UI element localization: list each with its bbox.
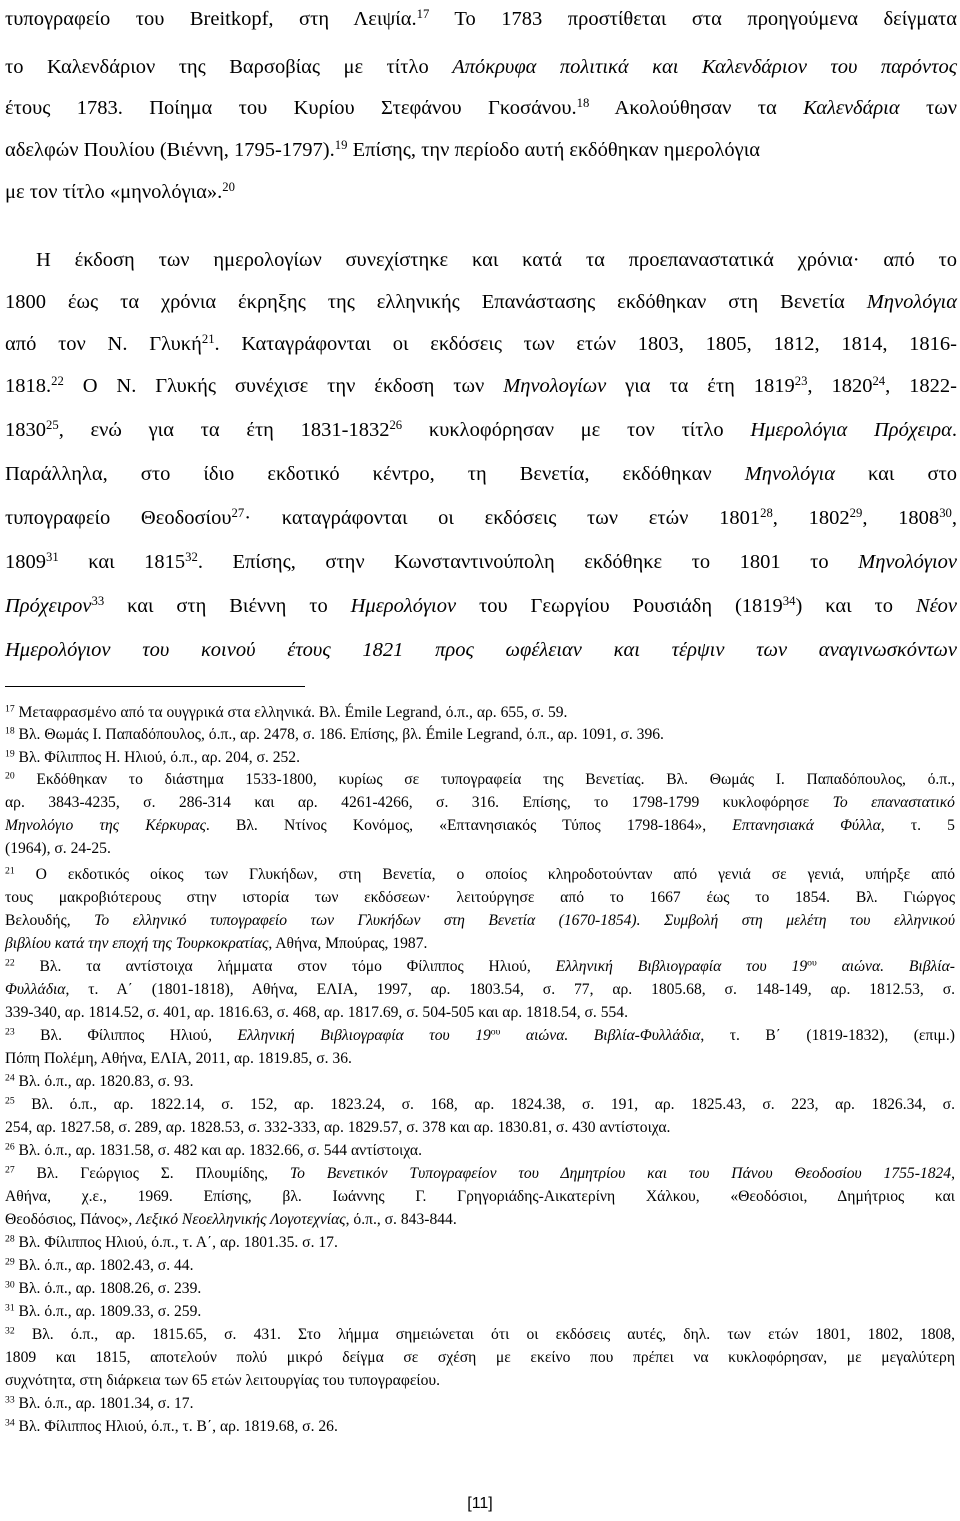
body-line: με τον τίτλο «μηνολόγια».$^{20}$ [5,180,235,203]
body-line: έτους 1783. Ποίημα του Κυρίου Στεφάνου Γκοσάνου.$^{18}$ Ακολούθησαν τα Καλενδάρια των [5,96,957,119]
body-line: Παράλληλα, στο ίδιο εκδοτικό κέντρο, τη Βενετία, εκδόθηκαν Μηνολόγια και στο [5,463,957,485]
footnote-32-cont: 1809 και 1815, αποτελούν πολύ μικρό δείγμα σε σχέση με εκείνο που πρέπει να κυκλοφόρησαν, με μεγαλύτερη [5,1349,955,1366]
footnote-ref: 27 [231,506,245,521]
body-line: 1800 έως τα χρόνια έκρηξης της ελληνικής Επανάστασης εκδόθηκαν στη Βενετία Μηνολόγια [5,291,957,313]
footnote-21: $^{21}$ Ο εκδοτικός οίκος των Γλυκήδων, στη Βενετία, ο οποίος κληροδοτούνταν από γενιά σε γενιά, υπήρξε από [5,865,955,883]
footnote-ref: 26 [389,418,403,433]
footnote-ref: 18 [576,96,590,111]
footnote-25-cont: 254, αρ. 1827.58, σ. 289, αρ. 1828.53, σ. 332-333, αρ. 1829.57, σ. 378 και αρ. 1830.81, σ. 430 αντίστοιχα. [5,1119,671,1136]
body-line: τυπογραφείο Θεοδοσίου$^{27}$· καταγράφονται οι εκδόσεις των ετών 1801$^{28}$, 1802$^{29}$, 1808$^{30}$, [5,506,958,529]
footnote-30: $^{30}$ Βλ. ό.π., αρ. 1808.26, σ. 239. [5,1279,202,1297]
footnote-17: $^{17}$ Μεταφρασμένο από τα ουγγρικά στα ελληνικά. Βλ. Émile Legrand, ό.π., αρ. 655, σ. 59. [5,703,568,721]
footnote-26: $^{26}$ Βλ. ό.π., αρ. 1831.58, σ. 482 και αρ. 1832.66, σ. 544 αντίστοιχα. [5,1141,422,1159]
footnote-32-cont: συχνότητα, στη διάρκεια των 65 ετών λειτουργίας του τυπογραφείου. [5,1372,440,1389]
footnote-23-cont: Πόπη Πολέμη, Αθήνα, ΕΛΙΑ, 2011, αρ. 1819.85, σ. 36. [5,1050,352,1067]
footnote-33: $^{33}$ Βλ. ό.π., αρ. 1801.34, σ. 17. [5,1394,194,1412]
body-line: 1818.22 Ο Ν. Γλυκής συνέχισε την έκδοση των Μηνολογίων για τα έτη 1819$^{23}$, 1820$^{24}$, 1822- [5,374,958,397]
footnote-29: $^{29}$ Βλ. ό.π., αρ. 1802.43, σ. 44. [5,1256,194,1274]
footnote-ref: 19 [334,138,348,153]
footnote-ref: 30 [939,506,952,521]
footnote-27: $^{27}$ Βλ. Γεώργιος Σ. Πλουμίδης, Το Βενετικόν Τυπογραφείον του Δημητρίου και του Πάνου Θεοδοσίου 1755-1824, [5,1164,956,1182]
footnote-23: $^{23}$ Βλ. Φίλιππος Ηλιού, Ελληνική Βιβλιογραφία του $19^{o\upsilon}$ αιώνα. Βιβλία-Φυλλάδια, τ. Β΄ (1819-1832), (επιμ.) [5,1026,955,1044]
footnote-ref: 25 [46,418,59,433]
footnote-24: $^{24}$ Βλ. ό.π., αρ. 1820.83, σ. 93. [5,1072,194,1090]
footnote-32: $^{32}$ Βλ. ό.π., αρ. 1815.65, σ. 431. Στο λήμμα σημειώνεται ότι οι εκδόσεις αυτές, δηλ. των ετών 1801, 1802, 1808, [5,1325,955,1343]
footnote-20-cont: Μηνολόγιο της Κέρκυρας. Βλ. Ντίνος Κονόμος, «Επτανησιακός Τύπος 1798-1864», Επτανησιακά Φύλλα, τ. 5 [5,817,955,834]
footnote-ref: 20 [222,180,235,195]
footnote-19: $^{19}$ Βλ. Φίλιππος Η. Ηλιού, ό.π., αρ. 204, σ. 252. [5,748,300,766]
footnote-ref: 32 [185,550,198,565]
body-line: Ημερολόγιον του κοινού έτους 1821 προς ωφέλειαν και τέρψιν των αναγινωσκόντων [5,639,957,661]
body-line: 1809$^{31}$ και 1815$^{32}$. Επίσης, στην Κωνσταντινούπολη εκδόθηκε το 1801 το Μηνολόγιον [5,550,958,573]
body-line: τυπογραφείο του Breitkopf, στη Λειψία.$^{17}$ Το 1783 προστίθεται στα προηγούμενα δείγματα [5,7,958,30]
page-number: [11] [467,1495,493,1512]
footnote-ref: 22 [51,374,64,389]
footnote-22-cont: 339-340, αρ. 1814.52, σ. 401, αρ. 1816.63, σ. 468, αρ. 1817.69, σ. 504-505 και αρ. 1818.54, σ. 554. [5,1004,629,1021]
footnote-ref: 17 [416,7,430,22]
footnote-21-cont: βιβλίου κατά την εποχή της Τουρκοκρατίας, Αθήνα, Μπούρας, 1987. [5,935,428,952]
footnote-ref: 21 [201,332,215,347]
footnote-34: $^{34}$ Βλ. Φίλιππος Ηλιού, ό.π., τ. Β΄, αρ. 1819.68, σ. 26. [5,1417,338,1435]
footnote-22-cont: Φυλλάδια, τ. Α΄ (1801-1818), Αθήνα, ΕΛΙΑ, 1997, αρ. 1803.54, σ. 77, αρ. 1805.68, σ. 148-149, αρ. 1812.53, σ. [5,981,955,998]
footnote-ref: 24 [872,374,886,389]
footnote-31: $^{31}$ Βλ. ό.π., αρ. 1809.33, σ. 259. [5,1302,202,1320]
body-line: από τον Ν. Γλυκή$^{21}$. Καταγράφονται οι εκδόσεις των ετών 1803, 1805, 1812, 1814, 1816- [5,332,957,355]
footnote-22: $^{22}$ Βλ. τα αντίστοιχα λήμματα στον τόμο Φίλιππος Ηλιού, Ελληνική Βιβλιογραφία του $19^{o\upsilon}$ αιώνα. Βιβλία- [5,957,955,975]
footnote-ref: 33 [91,594,105,609]
footnote-20-cont: (1964), σ. 24-25. [5,840,111,857]
body-line: Η έκδοση των ημερολογίων συνεχίστηκε και κατά τα προεπαναστατικά χρόνια· από το [36,249,957,271]
footnote-ref: 29 [849,506,863,521]
footnote-27-cont: Αθήνα, χ.ε., 1969. Επίσης, βλ. Ιωάννης Γ. Γρηγοριάδης-Αικατερίνη Χάλκου, «Θεοδόσιοι, Δημήτριος και [5,1188,955,1205]
footnote-27-cont: Θεοδόσιος, Πάνος», Λεξικό Νεοελληνικής Λογοτεχνίας, ό.π., σ. 843-844. [5,1211,457,1228]
footnote-21-cont: Βελουδής, Το ελληνικό τυπογραφείο των Γλυκήδων στη Βενετία (1670-1854). Συμβολή στη μελέτη του ελληνικού [5,912,955,929]
footnote-28: $^{28}$ Βλ. Φίλιππος Ηλιού, ό.π., τ. Α΄, αρ. 1801.35. σ. 17. [5,1233,338,1251]
footnote-separator [5,686,305,687]
footnote-ref: 31 [46,550,59,565]
footnote-21-cont: τους μακροβιότερους στην ιστορία των εκδόσεων· λειτούργησε από το 1667 έως το 1854. Βλ. Γιώργος [5,889,955,906]
body-line: αδελφών Πουλίου (Βιέννη, 1795-1797).$^{19}$ Επίσης, την περίοδο αυτή εκδόθηκαν ημερολόγια [5,138,760,161]
footnote-ref: 28 [760,506,773,521]
body-line: Πρόχειρον$^{33}$ και στη Βιέννη το Ημερολόγιον του Γεωργίου Ρουσιάδη (1819$^{34}$) και το Νέον [5,594,957,617]
footnote-20: $^{20}$ Εκδόθηκαν το διάστημα 1533-1800, κυρίως σε τυπογραφεία της Βενετίας. Βλ. Θωμάς Ι. Παπαδόπουλος, ό.π., [5,770,955,788]
footnote-25: $^{25}$ Βλ. ό.π., αρ. 1822.14, σ. 152, αρ. 1823.24, σ. 168, αρ. 1824.38, σ. 191, αρ. 1825.43, σ. 223, αρ. 1826.34, σ. [5,1095,955,1113]
footnote-ref: 23 [794,374,808,389]
body-line: το Καλενδάριον της Βαρσοβίας με τίτλο Απόκρυφα πολιτικά και Καλενδάριον του παρόντος [5,56,958,78]
footnote-ref: 34 [782,594,796,609]
footnote-18: $^{18}$ Βλ. Θωμάς Ι. Παπαδόπουλος, ό.π., αρ. 2478, σ. 186. Επίσης, βλ. Émile Legrand, ό.π., αρ. 1091, σ. 396. [5,725,664,743]
footnote-20-cont: αρ. 3843-4235, σ. 286-314 και αρ. 4261-4266, σ. 316. Επίσης, το 1798-1799 κυκλοφόρησε Το επαναστατικό [5,794,955,811]
body-line: 1830$^{25}$, ενώ για τα έτη 1831-1832$^{26}$ κυκλοφόρησαν με τον τίτλο Ημερολόγια Πρόχειρα. [5,418,957,441]
